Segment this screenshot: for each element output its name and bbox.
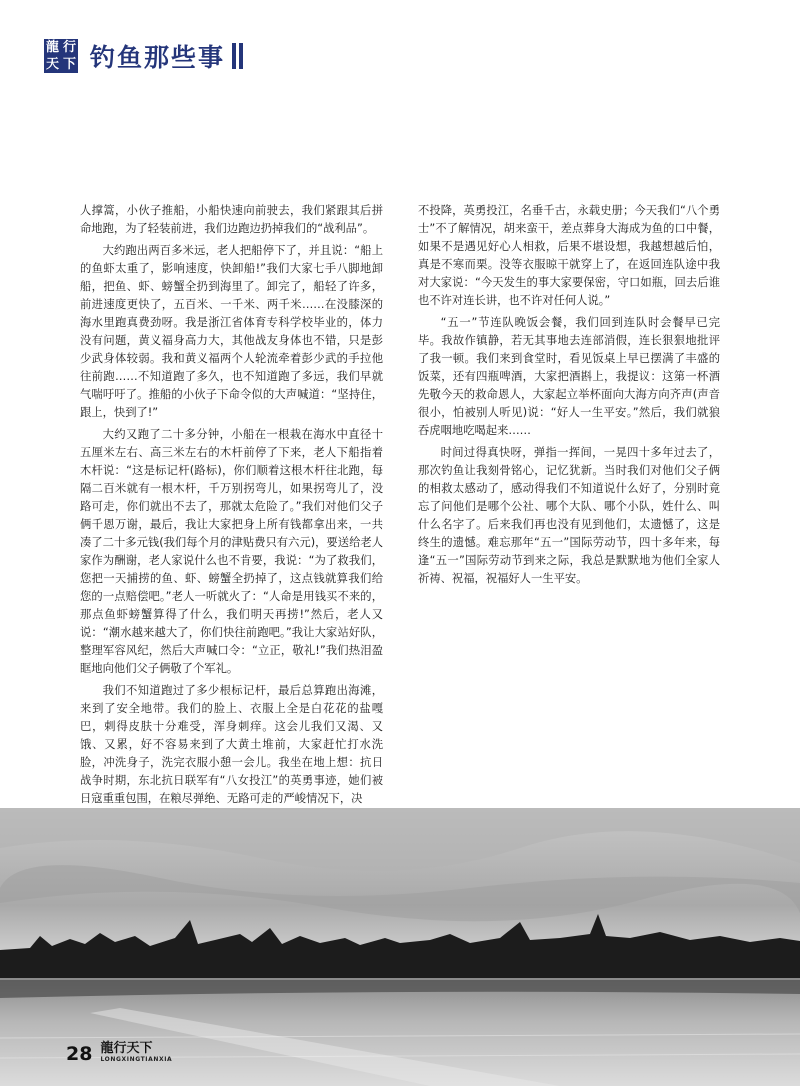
logo-char: 天: [45, 57, 59, 72]
page-number: 28: [66, 1043, 93, 1065]
article-paragraph: 大约又跑了二十多分钟，小船在一根栽在海水中直径十五厘米左右、高三米左右的木杆前停了下来，老人下船指着木杆说：“这是标记杆(路标)，你们顺着这根木杆往北跑，每隔二百米就有一根木杆，千万别拐弯儿，如果拐弯儿了，没路可走，你们就出不去了，那就太危险了。”我们对他们父子俩千恩万谢，最后，我让大家把身上所有钱都拿出来，一共凑了二十多元钱(我们每个月的津贴费只有六元)，要送给老人家作为酬谢，老人家说什么也不肯要，我说：“为了救我们，您把一天捕捞的鱼、虾、螃蟹全扔掉了，这点钱就算我们给您的一点赔偿吧。”老人一听就火了：“人命是用钱买不来的，那点鱼虾螃蟹算得了什么，我们明天再捞!”然后，老人又说：“潮水越来越大了，你们快往前跑吧。”我让大家站好队，整理军容风纪，然后大声喊口令：“立正，敬礼!”我们热泪盈眶地向他们父子俩敬了个军礼。: [80, 428, 383, 675]
section-header: [44, 38, 243, 74]
title-bars-decoration: [232, 43, 243, 69]
magazine-logo: [44, 39, 78, 73]
article-paragraph: 大约跑出两百多米远，老人把船停下了，并且说：“船上的鱼虾太重了，影响速度，快卸船!”我们大家七手八脚地卸船，把鱼、虾、螃蟹全扔到海里了。卸完了，船轻了许多，前进速度更快了，五百米、一千米、两千米……在没膝深的海水里跑真费劲呀。我是浙江省体育专科学校毕业的，体力没有问题，黄义福身高力大，其他战友身体也不错，只是彭少武身体较弱。我和黄义福两个人轮流牵着彭少武的手拉他往前跑……不知道跑了多久，也不知道跑了多远，我们早就气喘吁吁了。推船的小伙子下命令似的大声喊道：“坚持住，跟上，快到了!”: [80, 244, 383, 419]
article-paragraph: 我们不知道跑过了多少根标记杆，最后总算跑出海滩，来到了安全地带。我们的脸上、衣服上全是白花花的盐嘎巴，剌得皮肤十分难受，浑身刺痒。这会儿我们又渴、又饿、又累，好不容易来到了大黄土堆前，大家赶忙打水洗脸，冲洗身子，洗完衣服小憩一会儿。我坐在地上想：抗日战争时期，东北抗日联军有“八女投江”的英勇事迹，她们被日寇重重包围，在粮尽弹绝、无路可走的严峻情况下，决: [80, 684, 383, 805]
footer-brand-pinyin: LONGXINGTIANXIA: [100, 1056, 173, 1063]
footer-brand-logo: 龍行天下: [100, 1041, 153, 1056]
section-title: 钓鱼那些事: [90, 43, 226, 72]
article-paragraph: 人撑篙，小伙子推船，小船快速向前驶去，我们紧跟其后拼命地跑，为了轻装前进，我们边跑边扔掉我们的“战利品”。: [80, 204, 383, 235]
article-paragraph: 不投降，英勇投江，名垂千古，永载史册；今天我们“八个勇士”不了解情况，胡来蛮干，差点葬身大海成为鱼的口中餐，如果不是遇见好心人相救，后果不堪设想，我越想越后怕，真是不寒而栗。没等衣服晾干就穿上了，在返回连队途中我对大家说：“今天发生的事大家要保密，守口如瓶，回去后谁也不许对连长讲，也不许对任何人说。”: [418, 204, 720, 307]
logo-char: 龍: [45, 40, 59, 55]
article-right-column: [418, 202, 720, 592]
logo-char: 下: [62, 57, 76, 72]
article-paragraph: 时间过得真快呀，弹指一挥间，一晃四十多年过去了，那次钓鱼让我刻骨铭心，记忆犹新。当时我们对他们父子俩的相救太感动了，感动得我们不知道说什么好了，分别时竟忘了问他们是哪个公社、哪个大队、哪个小队，姓什么、叫什么名字了。后来我们再也没有见到他们，太遗憾了，这是终生的遗憾。难忘那年“五一”国际劳动节，四十多年来，每逢“五一”国际劳动节到来之际，我总是默默地为他们全家人祈祷、祝福，祝福好人一生平安。: [418, 446, 720, 585]
article-paragraph: “五一”节连队晚饭会餐，我们回到连队时会餐早已完毕。我故作镇静，若无其事地去连部消假，连长狠狠地批评了我一顿。我们来到食堂时，看见饭桌上早已摆满了丰盛的饭菜，还有四瓶啤酒，大家把酒斟上，我提议：这第一杯酒先敬今天的救命恩人，大家起立举杯面向大海方向齐声(声音很小，怕被别人听见)说：“好人一生平安。”然后，我们就狼吞虎咽地吃喝起来……: [418, 316, 720, 437]
article-left-column: [80, 202, 383, 812]
page-footer: [66, 1042, 172, 1064]
logo-char: 行: [62, 40, 76, 55]
footer-brand: [100, 1042, 172, 1064]
